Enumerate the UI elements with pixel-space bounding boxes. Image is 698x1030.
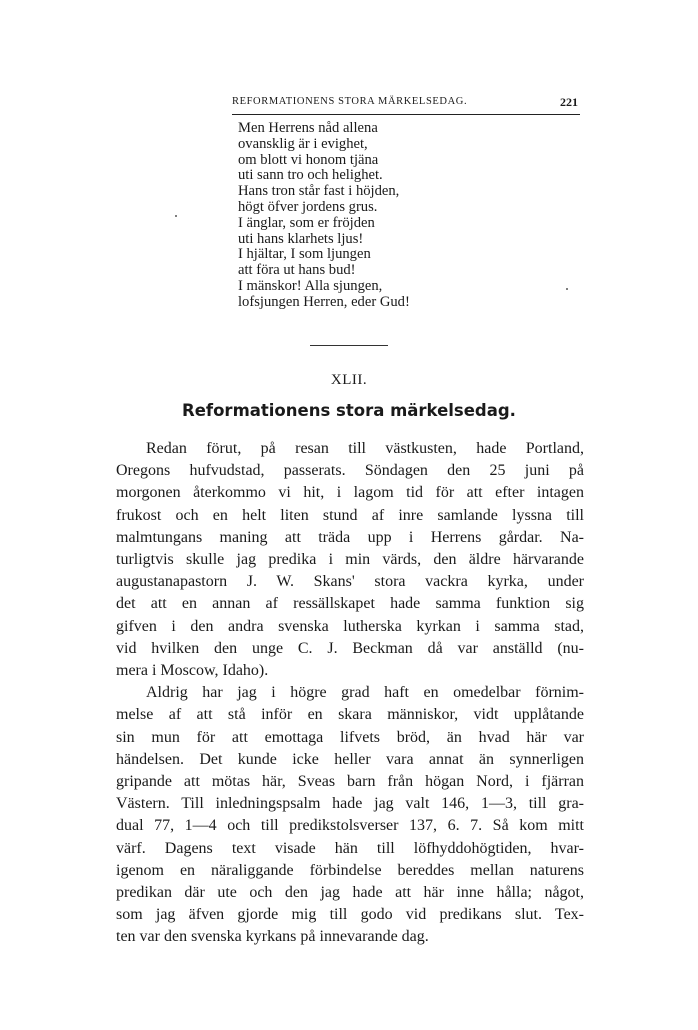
- poem-line: ovansklig är i evighet,: [238, 135, 368, 152]
- header-rule: [232, 114, 580, 115]
- body-line: morgonen återkommo vi hit, i lagom tid för att efter intagen: [116, 484, 584, 502]
- poem-line: högt öfver jordens grus.: [238, 198, 378, 215]
- poem-line: I mänskor! Alla sjungen,: [238, 277, 383, 294]
- poem-stanza: [238, 121, 498, 311]
- poem-line: att föra ut hans bud!: [238, 262, 356, 279]
- poem-line: Men Herrens nåd allena: [238, 120, 378, 136]
- running-title: REFORMATIONENS STORA MÄRKELSEDAG.: [232, 96, 468, 107]
- body-text: [116, 438, 584, 949]
- chapter-title: Reformationens stora märkelsedag.: [182, 401, 516, 420]
- body-line: sin mun för att emottaga lifvets bröd, än hvad här var: [116, 728, 584, 746]
- poem-line: uti sann tro och helighet.: [238, 167, 383, 184]
- body-line: melse af att stå inför en skara människor, vidt upplåtande: [116, 706, 584, 724]
- poem-line: om blott vi honom tjäna: [238, 151, 379, 168]
- poem-line: I änglar, som er fröjden: [238, 214, 375, 231]
- body-line: Oregons hufvudstad, passerats. Söndagen den 25 juni på: [116, 462, 584, 480]
- body-line: turligtvis skulle jag predika i min värds, den äldre härvarande: [116, 551, 584, 569]
- body-line: igenom en näraliggande förbindelse bereddes mellan naturens: [116, 861, 584, 879]
- body-line: Aldrig har jag i högre grad haft en omedelbar förnim-: [146, 684, 584, 702]
- poem-line: uti hans klarhets ljus!: [238, 230, 364, 247]
- body-line: Västern. Till inledningspsalm hade jag valt 146, 1—3, till gra-: [116, 795, 584, 813]
- body-line: som jag äfven gjorde mig till godo vid predikans slut. Tex-: [116, 906, 584, 924]
- body-line: augustanapastorn J. W. Skans' stora vackra kyrka, under: [116, 573, 584, 591]
- body-line: frukost och en helt liten stund af inre samlande lyssna till: [116, 506, 584, 524]
- body-line: predikan där ute och den jag hade att här inne hålla; något,: [116, 884, 584, 902]
- body-line: det att en annan af ressällskapet hade samma funktion sig: [116, 595, 584, 613]
- poem-line: I hjältar, I som ljungen: [238, 246, 371, 263]
- body-line: vid hvilken den unge C. J. Beckman då var anställd (nu-: [116, 639, 584, 657]
- body-line: gripande att mötas här, Sveas barn från högan Nord, i fjärran: [116, 773, 584, 791]
- paper-speck: [566, 288, 568, 290]
- body-line: mera i Moscow, Idaho).: [116, 662, 269, 680]
- section-separator: [310, 345, 388, 346]
- paper-speck: [175, 215, 177, 217]
- page-number: 221: [560, 95, 578, 109]
- body-line: värf. Dagens text visade hän till löfhyddohögtiden, hvar-: [116, 839, 584, 857]
- body-line: Redan förut, på resan till västkusten, hade Portland,: [146, 440, 584, 457]
- poem-line: lofsjungen Herren, eder Gud!: [238, 293, 410, 310]
- body-line: ten var den svenska kyrkans på innevarande dag.: [116, 928, 429, 946]
- body-line: malmtungans maning att träda upp i Herrens gårdar. Na-: [116, 528, 584, 546]
- running-header: [232, 96, 578, 112]
- chapter-number: XLII.: [330, 372, 368, 388]
- poem-line: Hans tron står fast i höjden,: [238, 183, 400, 200]
- body-line: dual 77, 1—4 och till predikstolsverser 137, 6. 7. Så kom mitt: [116, 817, 584, 835]
- body-line: gifven i den andra svenska lutherska kyrkan i samma stad,: [116, 617, 584, 635]
- body-line: händelsen. Det kunde icke heller vara annat än synnerligen: [116, 750, 584, 768]
